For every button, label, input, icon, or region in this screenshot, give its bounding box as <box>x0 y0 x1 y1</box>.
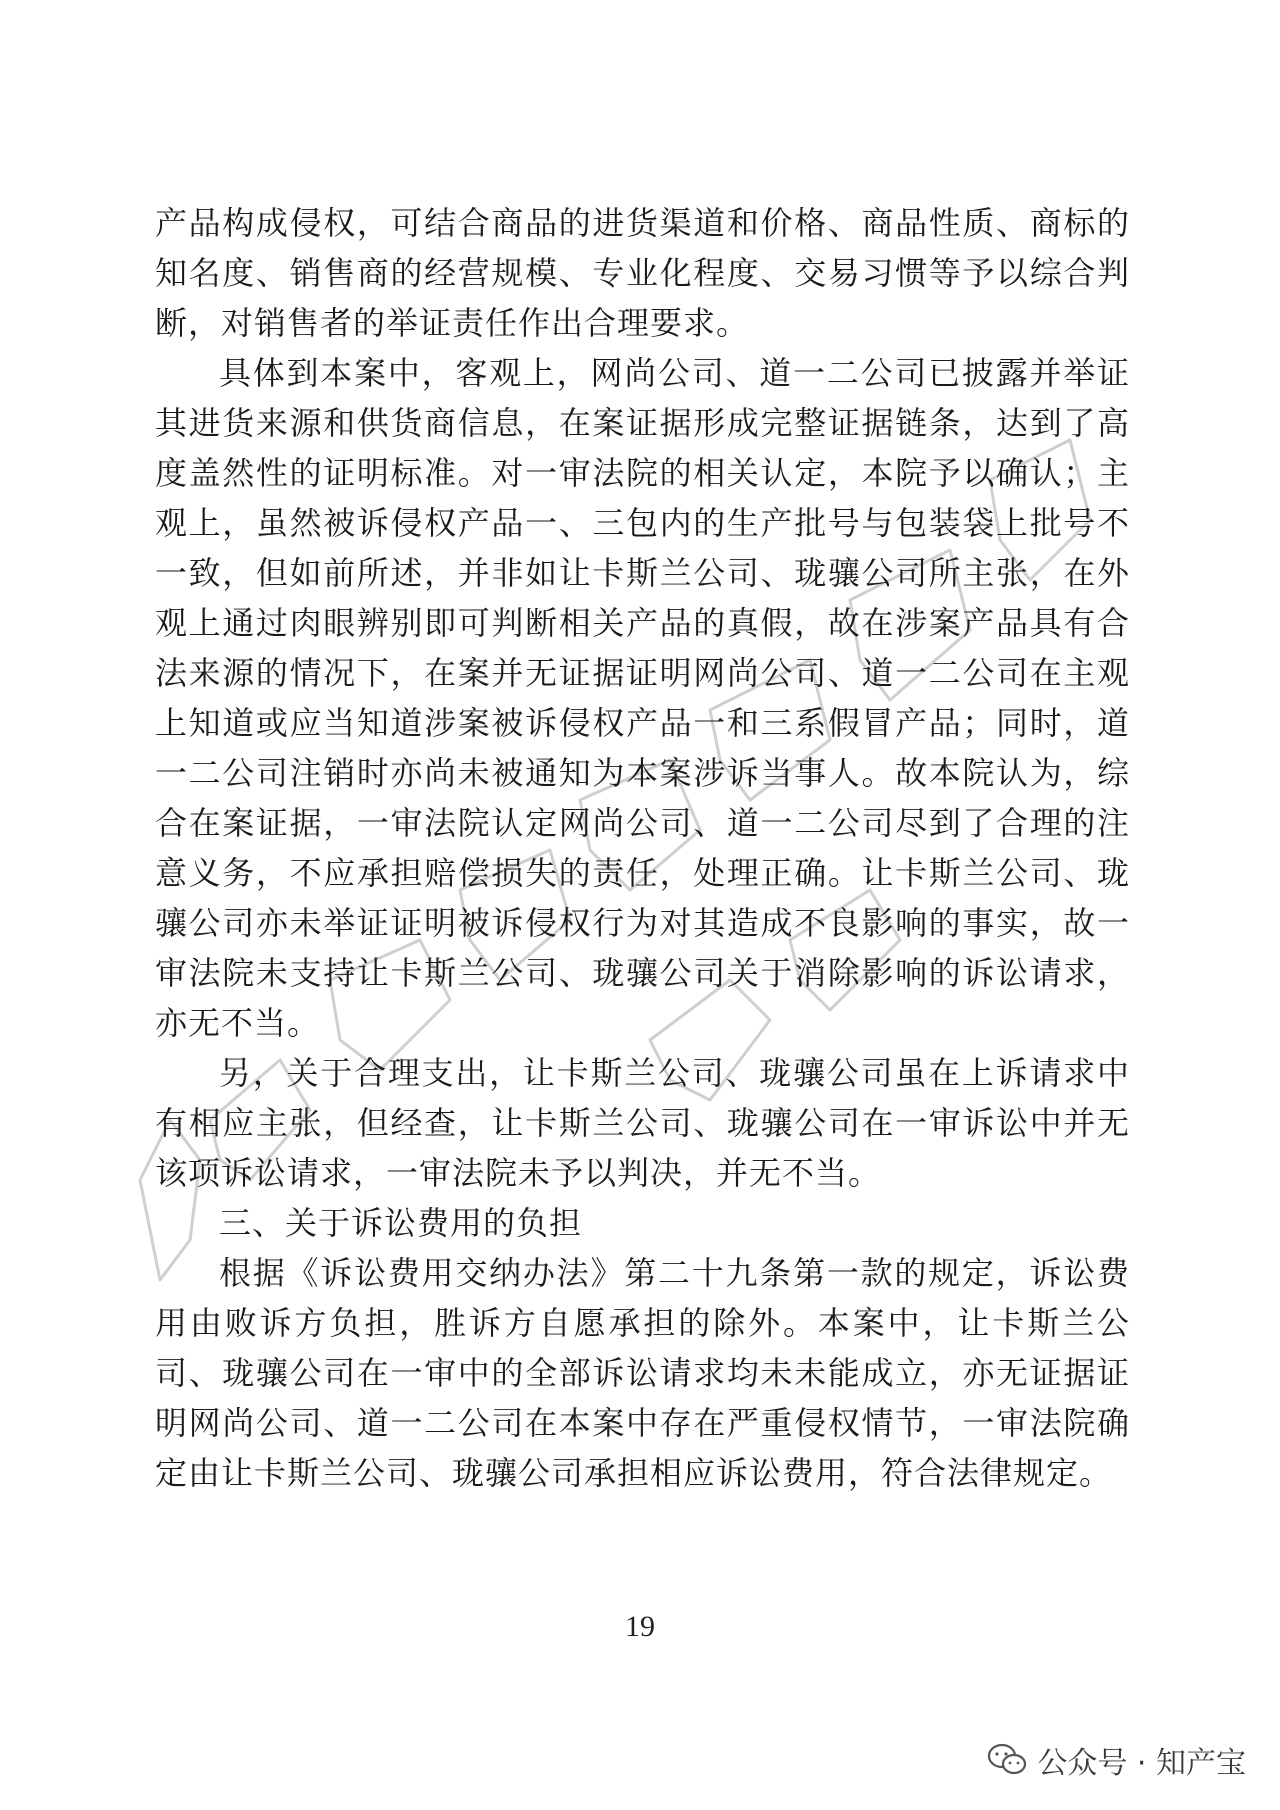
section-heading-litigation-costs: 三、关于诉讼费用的负担 <box>219 1204 583 1242</box>
wechat-icon <box>987 1742 1027 1778</box>
footer-brand <box>987 1738 1246 1782</box>
document-body <box>155 198 1130 1498</box>
paragraph-continuation: 产品构成侵权，可结合商品的进货渠道和价格、商品性质、商标的知名度、销售商的经营规模、专业化程度、交易习惯等予以综合判断，对销售者的举证责任作出合理要求。 <box>155 204 1130 342</box>
paragraph-case-analysis: 具体到本案中，客观上，网尚公司、道一二公司已披露并举证其进货来源和供货商信息，在案证据形成完整证据链条，达到了高度盖然性的证明标准。对一审法院的相关认定，本院予以确认；主观上，虽然被诉侵权产品一、三包内的生产批号与包装袋上批号不一致，但如前所述，并非如让卡斯兰公司、珑骧公司所主张，在外观上通过肉眼辨别即可判断相关产品的真假，故在涉案产品具有合法来源的情况下，在案并无证据证明网尚公司、道一二公司在主观上知道或应当知道涉案被诉侵权产品一和三系假冒产品；同时，道一二公司注销时亦尚未被通知为本案涉诉当事人。故本院认为，综合在案证据，一审法院认定网尚公司、道一二公司尽到了合理的注意义务，不应承担赔偿损失的责任，处理正确。让卡斯兰公司、珑骧公司亦未举证证明被诉侵权行为对其造成不良影响的事实，故一审法院未支持让卡斯兰公司、珑骧公司关于消除影响的诉讼请求，亦无不当。 <box>155 354 1130 1042</box>
paragraph-reasonable-expenses: 另，关于合理支出，让卡斯兰公司、珑骧公司虽在上诉请求中有相应主张，但经查，让卡斯兰公司、珑骧公司在一审诉讼中并无该项诉讼请求，一审法院未予以判决，并无不当。 <box>155 1054 1130 1192</box>
page-number: 19 <box>625 1610 655 1643</box>
paragraph-litigation-costs: 根据《诉讼费用交纳办法》第二十九条第一款的规定，诉讼费用由败诉方负担，胜诉方自愿承担的除外。本案中，让卡斯兰公司、珑骧公司在一审中的全部诉讼请求均未未能成立，亦无证据证明网尚公司、道一二公司在本案中存在严重侵权情节，一审法院确定由让卡斯兰公司、珑骧公司承担相应诉讼费用，符合法律规定。 <box>155 1254 1130 1492</box>
footer-brand-label: 公众号 · 知产宝 <box>1037 1746 1246 1781</box>
